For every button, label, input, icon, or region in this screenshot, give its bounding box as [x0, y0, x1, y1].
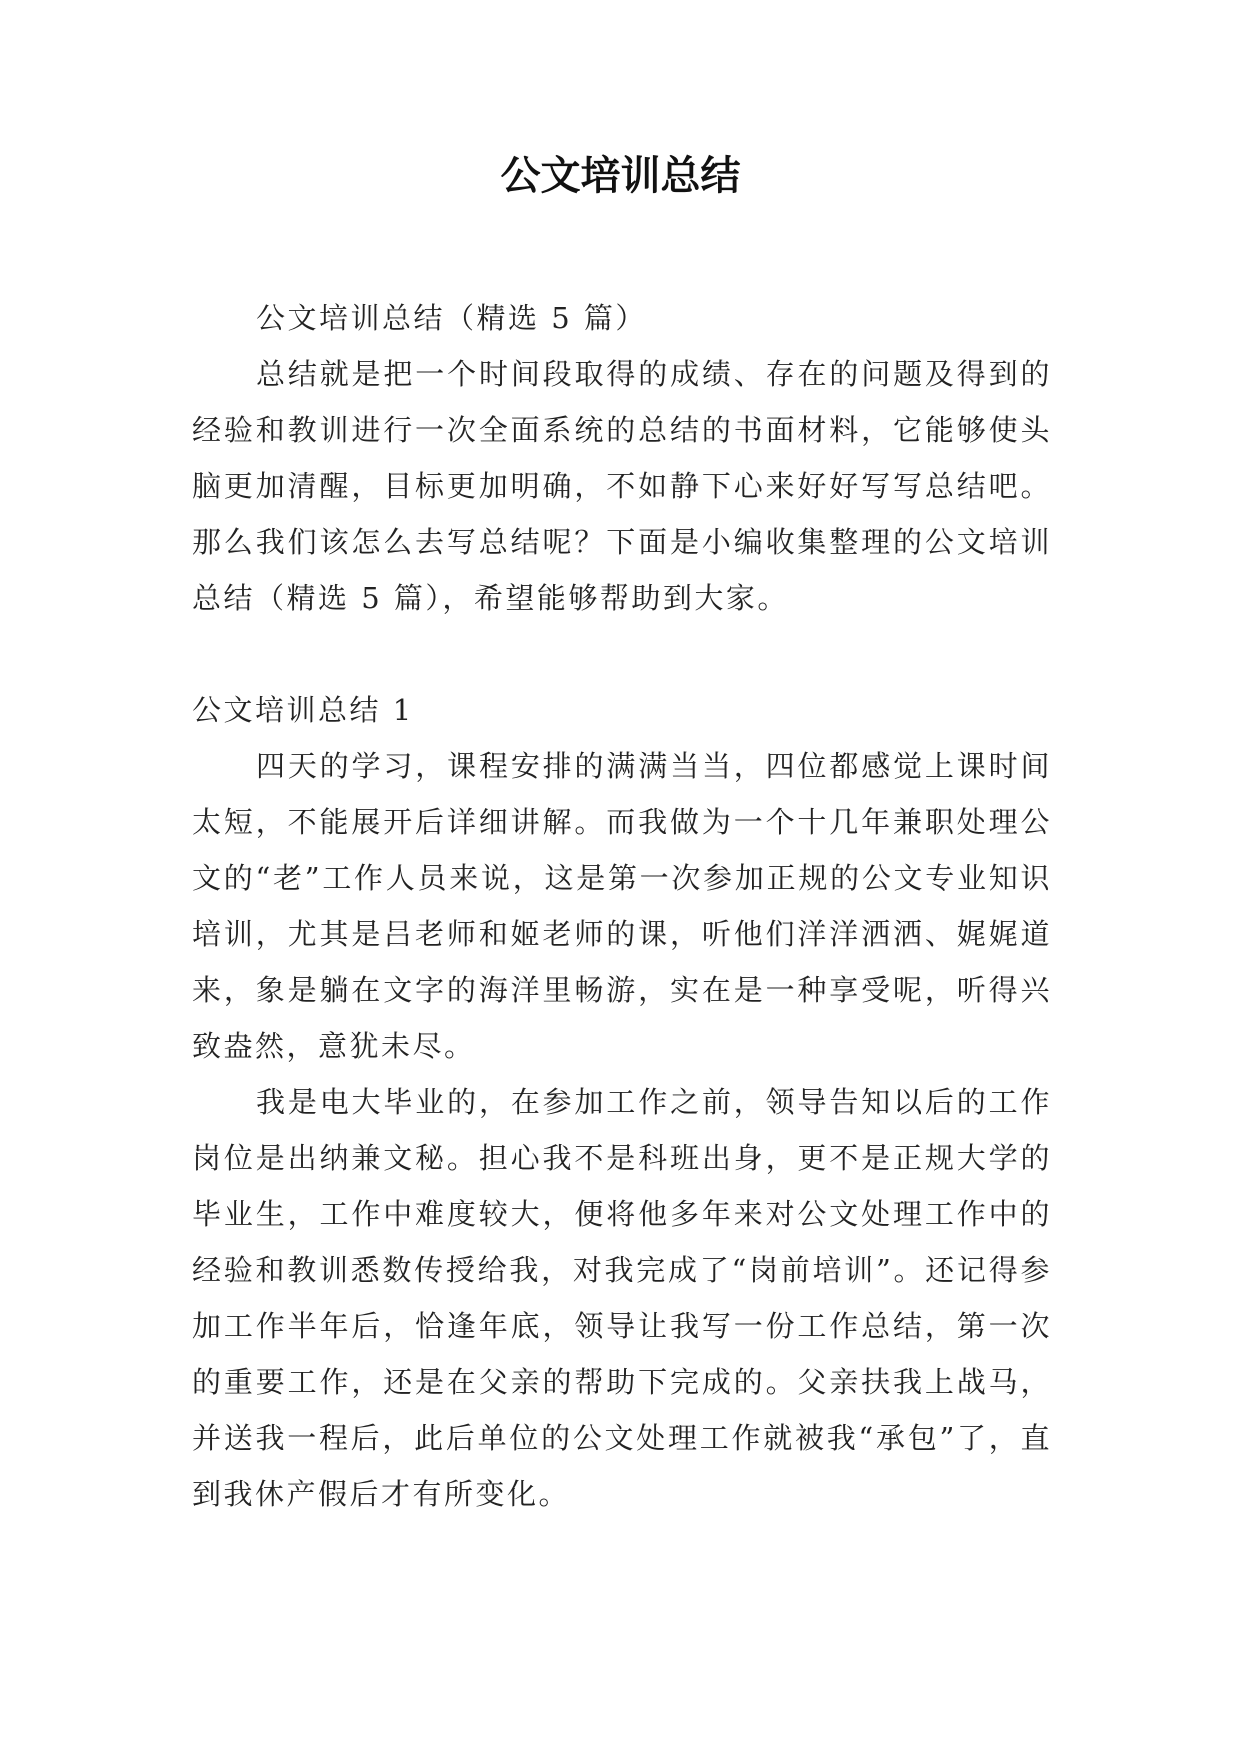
document-title: 公文培训总结	[500, 153, 741, 199]
section-paragraph-1: 四天的学习，课程安排的满满当当，四位都感觉上课时间太短，不能展开后详细讲解。而我做为一个十几年兼职处理公文的“老”工作人员来说，这是第一次参加正规的公文专业知识培训，尤其是吕老师和姬老师的课，听他们洋洋洒洒、娓娓道来，象是躺在文字的海洋里畅游，实在是一种享受呢，听得兴致盎然，意犹未尽。	[192, 749, 1052, 1063]
section-heading: 公文培训总结 1	[192, 693, 414, 727]
document-body	[192, 290, 1052, 1522]
document-subtitle: 公文培训总结（精选 5 篇）	[256, 301, 647, 335]
intro-paragraph: 总结就是把一个时间段取得的成绩、存在的问题及得到的经验和教训进行一次全面系统的总结的书面材料，它能够使头脑更加清醒，目标更加明确，不如静下心来好好写写总结吧。那么我们该怎么去写总结呢？下面是小编收集整理的公文培训总结（精选 5 篇），希望能够帮助到大家。	[192, 357, 1052, 615]
section-paragraph-2: 我是电大毕业的，在参加工作之前，领导告知以后的工作岗位是出纳兼文秘。担心我不是科班出身，更不是正规大学的毕业生，工作中难度较大，便将他多年来对公文处理工作中的经验和教训悉数传授给我，对我完成了“岗前培训”。还记得参加工作半年后，恰逢年底，领导让我写一份工作总结，第一次的重要工作，还是在父亲的帮助下完成的。父亲扶我上战马，并送我一程后，此后单位的公文处理工作就被我“承包”了，直到我休产假后才有所变化。	[192, 1085, 1052, 1511]
